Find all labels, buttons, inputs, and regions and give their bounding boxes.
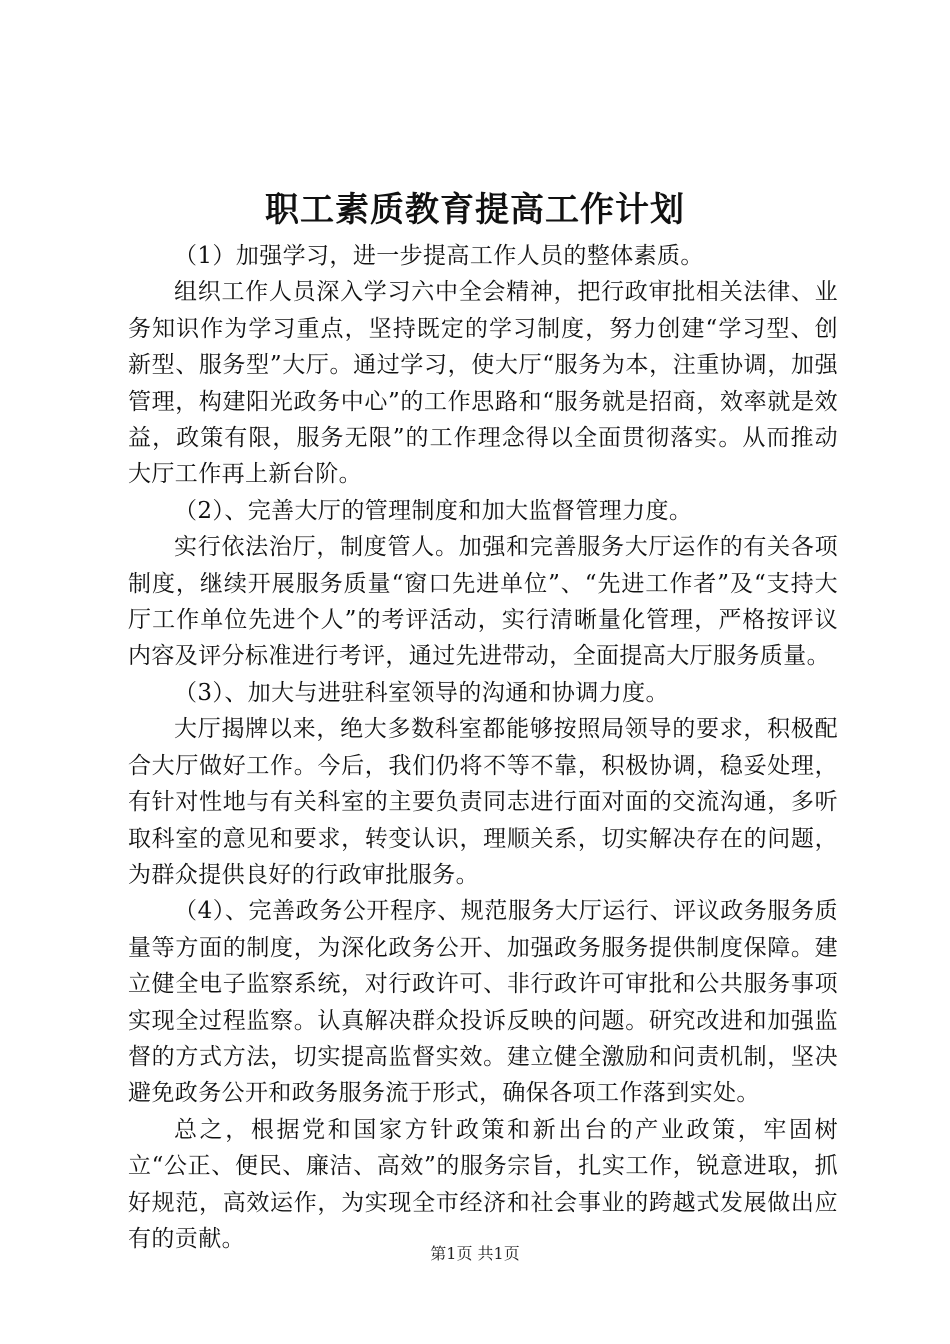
paragraph-conclusion: 总之，根据党和国家方针政策和新出台的产业政策，牢固树立“公正、便民、廉洁、高效”的服务宗旨，扎实工作，锐意进取，抓好规范，高效运作，为实现全市经济和社会事业的跨越式发展做出应有的贡献。 xyxy=(128,1116,838,1252)
paragraph-3-body: 大厅揭牌以来，绝大多数科室都能够按照局领导的要求，积极配合大厅做好工作。今后，我们仍将不等不靠，积极协调，稳妥处理，有针对性地与有关科室的主要负责同志进行面对面的交流沟通，多听取科室的意见和要求，转变认识，理顺关系，切实解决存在的问题，为群众提供良好的行政审批服务。 xyxy=(128,716,838,888)
paragraph-4: （4）、完善政务公开程序、规范服务大厅运行、评议政务服务质量等方面的制度，为深化政务公开、加强政务服务提供制度保障。建立健全电子监察系统，对行政许可、非行政许可审批和公共服务事项实现全过程监察。认真解决群众投诉反映的问题。研究改进和加强监督的方式方法，切实提高监督实效。建立健全激励和问责机制，坚决避免政务公开和政务服务流于形式，确保各项工作落到实处。 xyxy=(128,898,838,1107)
paragraph-1-body: 组织工作人员深入学习六中全会精神，把行政审批相关法律、业务知识作为学习重点，坚持既定的学习制度，努力创建“学习型、创新型、服务型”大厅。通过学习，使大厅“服务为本，注重协调，加强管理，构建阳光政务中心”的工作思路和“服务就是招商，效率就是效益，政策有限，服务无限”的工作理念得以全面贯彻落实。从而推动大厅工作再上新台阶。 xyxy=(128,279,838,488)
paragraph-2-body: 实行依法治厅，制度管人。加强和完善服务大厅运作的有关各项制度，继续开展服务质量“窗口先进单位”、“先进工作者”及“支持大厅工作单位先进个人”的考评活动，实行清晰量化管理，严格按评议内容及评分标准进行考评，通过先进带动，全面提高大厅服务质量。 xyxy=(128,534,838,670)
paragraph-3-heading: （3）、加大与进驻科室领导的沟通和协调力度。 xyxy=(174,679,669,706)
paragraph-1-heading: （1）加强学习，进一步提高工作人员的整体素质。 xyxy=(174,243,704,269)
document-title: 职工素质教育提高工作计划 xyxy=(265,190,685,230)
page-footer: 第1页 共1页 xyxy=(430,1244,520,1263)
paragraph-2-heading: （2）、完善大厅的管理制度和加大监督管理力度。 xyxy=(174,497,693,524)
document-body xyxy=(128,238,838,1257)
